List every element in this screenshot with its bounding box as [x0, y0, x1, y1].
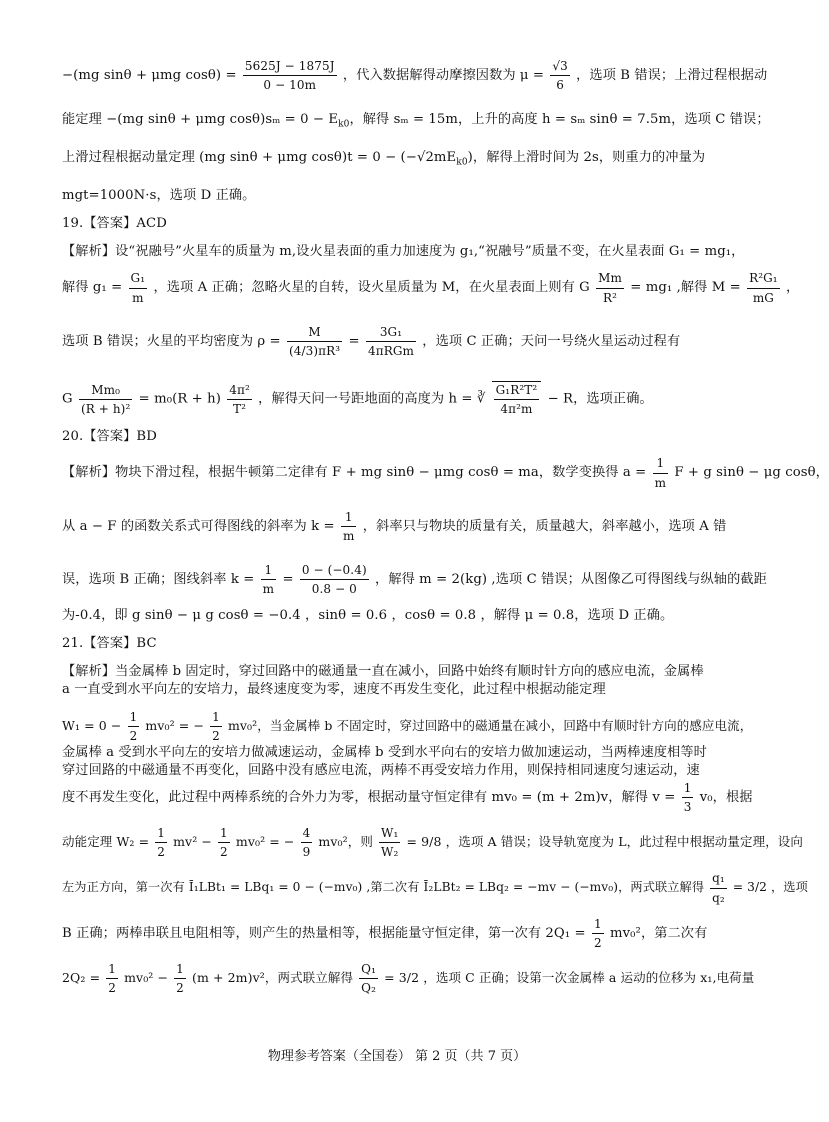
text-line: 度不再发生变化，此过程中两棒系统的合外力为零，根据动量守恒定律有 mv₀ = (m + 2m)v，解得 v = $\frac{1}{3}$ v₀，根据 — [62, 780, 753, 814]
answer-heading-20: 20.【答案】BD — [62, 428, 157, 444]
text-line: 【解析】物块下滑过程，根据牛顿第二定律有 F + mg sinθ − μmg cosθ = ma，数学变换得 a = $\frac{1}{m}$ F + g sinθ − μg cosθ， — [62, 456, 829, 490]
text-line: a 一直受到水平向左的安培力，最终速度变为零，速度不再发生变化，此过程中根据动能定理 — [62, 681, 606, 697]
text-line: 穿过回路的中磁通量不再变化，回路中没有感应电流，两棒不再受安培力作用，则保持相同速度匀速运动，速 — [62, 762, 700, 778]
text-line: W₁ = 0 − $\frac{1}{2}$ mv₀² = − $\frac{1}{2}$ mv₀²，当金属棒 b 不固定时，穿过回路中的磁通量在减小，回路中有顺时针方向的感应电流， — [62, 709, 753, 743]
text-line: 能定理 −(mg sinθ + μmg $\cos\theta)s_m = 0 - E_{k0}$，解得 sₘ = 15m，上升的高度 h = sₘ sinθ = 7.5m，选项 C 错误； — [62, 112, 770, 131]
text-line: 误，选项 B 正确；图线斜率 k = $\frac{1}{m}$ = $\frac{0 - (-0.4)}{0.8 - 0}$ ，解得 m = 2(kg) ,选项 C 错误；从图像乙可得图线与纵轴的截距 — [62, 563, 767, 597]
text-line: 【解析】设“祝融号”火星车的质量为 m,设火星表面的重力加速度为 g₁,“祝融号”质量不变，在火星表面 G₁ = mg₁， — [62, 243, 745, 259]
text-line: 解得 g₁ = $\frac{\text{G₁}}{m}$ ，选项 A 正确；忽略火星的自转，设火星质量为 M，在火星表面上则有 G $\frac{Mm}{\text{R²}}$ = mg₁ ,解得 M = $\frac{\text{R²G₁}}{mG}$ ， — [62, 271, 800, 305]
text-line: mgt=1000N·s，选项 D 正确。 — [62, 187, 256, 203]
text-line: −(mg sinθ + μmg cosθ) = $\frac{5625J - 1875J}{0 - 10m}$ ，代入数据解得动摩擦因数为 μ = $\frac{√3}{6}$ ，选项 B 错误；上滑过程根据动 — [62, 59, 768, 93]
text-line: 金属棒 a 受到水平向左的安培力做减速运动，金属棒 b 受到水平向右的安培力做加速运动，当两棒速度相等时 — [62, 745, 707, 761]
text-line: 上滑过程根据动量定理 (mg sinθ + μmg $\cos\theta)t = 0 - (-√2mE_{k0})$，解得上滑时间为 2s，则重力的冲量为 — [62, 150, 706, 168]
text-line: B 正确；两棒串联且电阻相等，则产生的热量相等，根据能量守恒定律，第一次有 2Q₁ = $\frac{1}{2}$ mv₀²，第二次有 — [62, 916, 708, 950]
answer-heading-19: 19.【答案】ACD — [62, 215, 167, 231]
text-line: 【解析】当金属棒 b 固定时，穿过回路中的磁通量一直在减小，回路中始终有顺时针方向的感应电流，金属棒 — [62, 664, 704, 680]
page-footer: 物理参考答案（全国卷） 第 2 页（共 7 页） — [267, 1049, 527, 1064]
text-line: 动能定理 W₂ = $\frac{1}{2}$ mv² − $\frac{1}{2}$ mv₀² = − $\frac{4}{9}$ mv₀²，则 $\frac{\text{W₁}}{\text{W₂}}$ = 9/8 ，选项 A 错误；设导轨宽度为 L，此过程中根据动量定理，设向 — [62, 826, 803, 860]
fraction: $\frac{√3}{6}$ — [552, 59, 568, 93]
fraction: $\frac{5625J - 1875J}{0 - 10m}$ — [244, 59, 335, 93]
text-line: 从 a − F 的函数关系式可得图线的斜率为 k = $\frac{1}{m}$ ，斜率只与物块的质量有关，质量越大，斜率越小，选项 A 错 — [62, 509, 727, 543]
text-line: 左为正方向，第一次有 Ī₁LBt₁ = LBq₁ = 0 − (−mv₀) ,第二次有 Ī₂LBt₂ = LBq₂ = −mv − (−mv₀)，两式联立解得 $\frac{\text{q₁}}{\text{q₂}}$ = 3/2 ，选项 — [62, 871, 808, 905]
text-line: 为-0.4，即 g sinθ − μ g cosθ = −0.4 ，sinθ = 0.6 ，cosθ = 0.8 ，解得 μ = 0.8，选项 D 正确。 — [62, 608, 674, 624]
page-content — [62, 58, 829, 997]
text-line: 选项 B 错误；火星的平均密度为 ρ = $\frac{M}{\text{(4/3)πR³}}$ = $\frac{\text{3G₁}}{\text{4πRGm}}$ ，选项 C 正确；天问一号绕火星运动过程有 — [62, 324, 681, 358]
text-line: G $\frac{\text{Mm₀}}{\text{(R + h)²}}$ = m₀(R + h) $\frac{\text{4π²}}{\text{T²}}$ ，解得天问一号距地面的高度为 h = ∛ $\frac{\text{G₁R²T²}}{\text{4π²m}}$ − R，选项正确。 — [62, 382, 653, 417]
answer-heading-21: 21.【答案】BC — [62, 636, 157, 652]
text-line: 2Q₂ = $\frac{1}{2}$ mv₀² − $\frac{1}{2}$ (m + 2m)v²，两式联立解得 $\frac{\text{Q₁}}{\text{Q₂}}$ = 3/2 ，选项 C 正确；设第一次金属棒 a 运动的位移为 x₁,电荷量 — [62, 962, 755, 996]
